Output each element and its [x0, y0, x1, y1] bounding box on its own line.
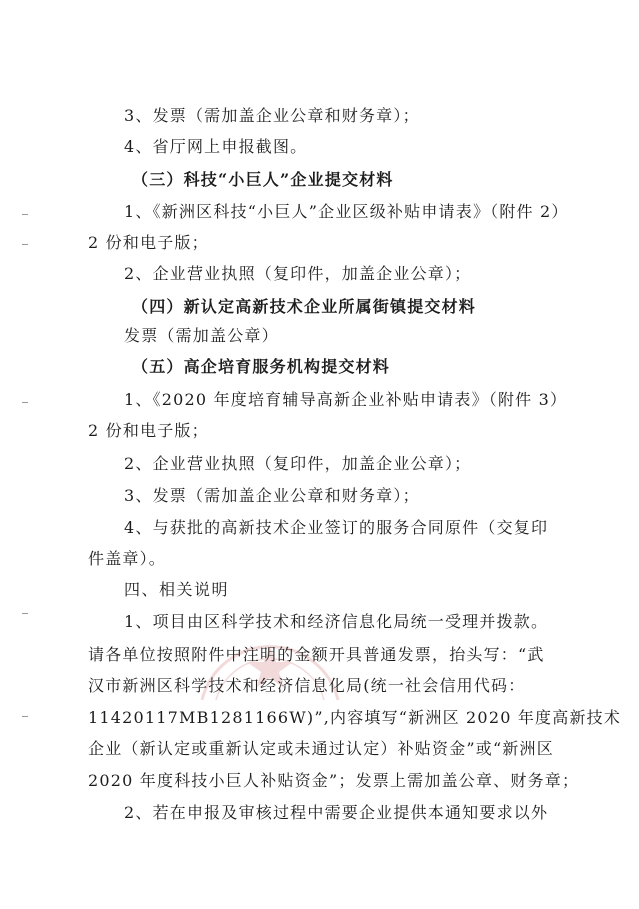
text-line: 件盖章）。	[88, 549, 167, 568]
text-line: 汉市新洲区科学技术和经济信息化局(统一社会信用代码：	[88, 676, 526, 695]
text-line: 4、与获批的高新技术企业签订的服务合同原件（交复印	[124, 518, 549, 537]
text-line: 1、《2020 年度培育辅导高新企业补贴申请表》（附件 3）	[124, 390, 568, 409]
margin-mark	[22, 214, 28, 215]
margin-mark	[22, 716, 28, 717]
text-line: 4、省厅网上申报截图。	[124, 137, 308, 156]
text-line: 2、若在申报及审核过程中需要企业提供本通知要求以外	[124, 803, 549, 822]
text-line: 请各单位按照附件中注明的金额开具普通发票，抬头写：“武	[88, 645, 545, 664]
text-line: 11420117MB1281166W)”,内容填写“新洲区 2020 年度高新技术	[88, 708, 622, 727]
text-line: 1、项目由区科学技术和经济信息化局统一受理并拨款。	[124, 612, 549, 631]
text-line: 2、企业营业执照（复印件，加盖企业公章）；	[124, 454, 472, 473]
text-line: 发票（需加盖公章）	[124, 326, 279, 345]
text-line: 2 份和电子版；	[88, 233, 209, 252]
text-line: 3、发票（需加盖企业公章和财务章）；	[124, 106, 420, 125]
text-line: 企业（新认定或重新认定或未通过认定）补贴资金”或“新洲区	[88, 739, 554, 758]
text-line: 2020 年度科技小巨人补贴资金”；发票上需加盖公章、财务章；	[88, 771, 580, 790]
margin-mark	[22, 613, 28, 614]
section-heading: （五）高企培育服务机构提交材料	[132, 357, 391, 376]
section-heading: （四）新认定高新技术企业所属街镇提交材料	[132, 297, 477, 316]
section-heading: （三）科技“小巨人”企业提交材料	[132, 170, 394, 189]
margin-mark	[22, 244, 28, 245]
section-heading: 四、相关说明	[124, 580, 230, 599]
text-line: 2、企业营业执照（复印件，加盖企业公章）；	[124, 264, 472, 283]
text-line: 3、发票（需加盖企业公章和财务章）；	[124, 486, 420, 505]
text-line: 2 份和电子版；	[88, 421, 209, 440]
text-line: 1、《新洲区科技“小巨人”企业区级补贴申请表》（附件 2）	[124, 202, 569, 221]
margin-mark	[22, 402, 28, 403]
